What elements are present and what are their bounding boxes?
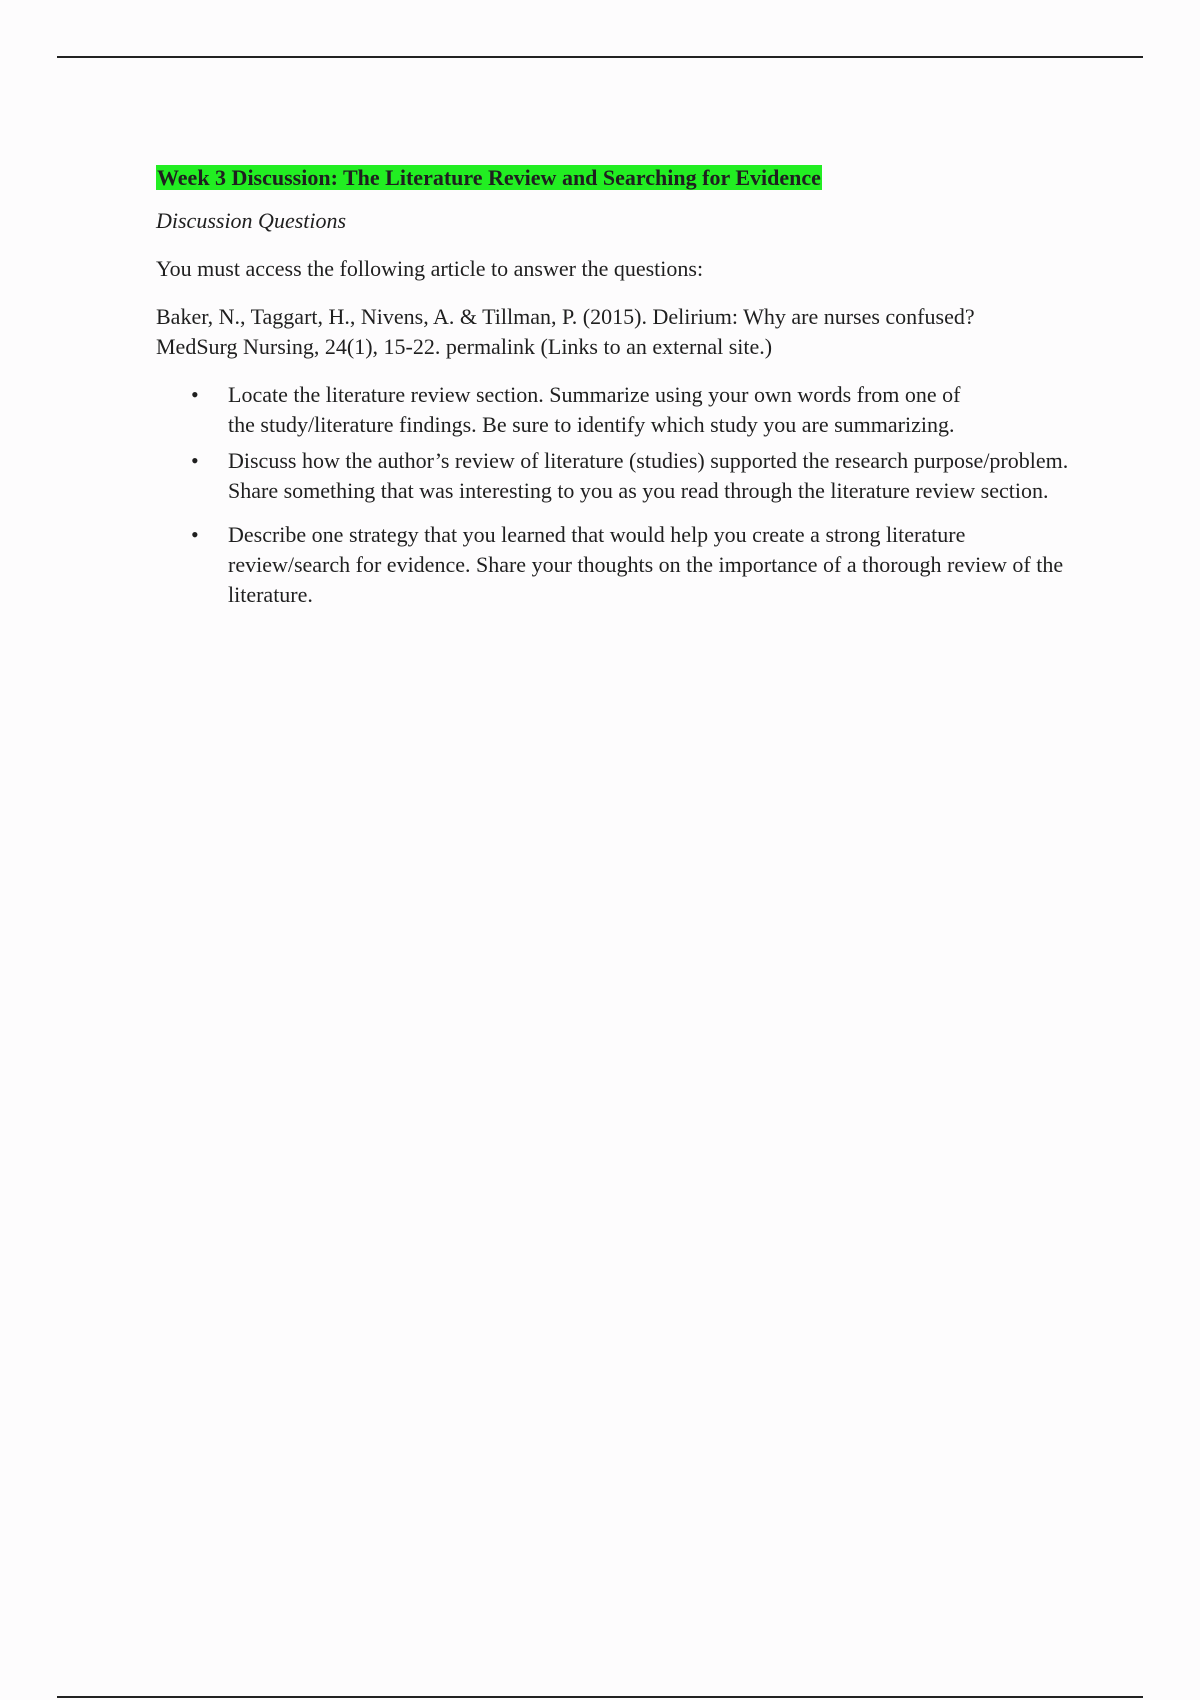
bullet-icon: • xyxy=(191,382,199,407)
list-item xyxy=(156,380,1076,440)
list-item xyxy=(156,520,1076,610)
footer-rule xyxy=(57,1696,1143,1698)
intro-paragraph: You must access the following article to answer the questions: xyxy=(156,256,704,281)
question-text: Discuss how the author’s review of literature (studies) supported the research purpose/problem. Share something that was interesting to you as you read through the literature review section. xyxy=(228,448,1069,503)
title-highlight: Week 3 Discussion: The Literature Review and Searching for Evidence xyxy=(157,165,821,190)
document-body xyxy=(156,163,1076,616)
question-text: Describe one strategy that you learned that would help you create a strong literature review/search for evidence. Share your thoughts on the importance of a thorough review of the literature. xyxy=(228,522,1064,607)
bullet-icon: • xyxy=(191,522,199,547)
discussion-subtitle: Discussion Questions xyxy=(156,208,347,233)
header-rule xyxy=(57,56,1143,58)
article-citation: Baker, N., Taggart, H., Nivens, A. & Tillman, P. (2015). Delirium: Why are nurses confused? MedSurg Nursing, 24(1), 15-22. permalink (Links to an external site.) xyxy=(156,304,975,359)
bullet-icon: • xyxy=(191,448,199,473)
question-list xyxy=(156,380,1076,610)
question-text: Locate the literature review section. Summarize using your own words from one of the study/literature findings. Be sure to identify which study you are summarizing. xyxy=(228,382,961,437)
list-item xyxy=(156,446,1076,506)
document-title xyxy=(156,163,1076,193)
